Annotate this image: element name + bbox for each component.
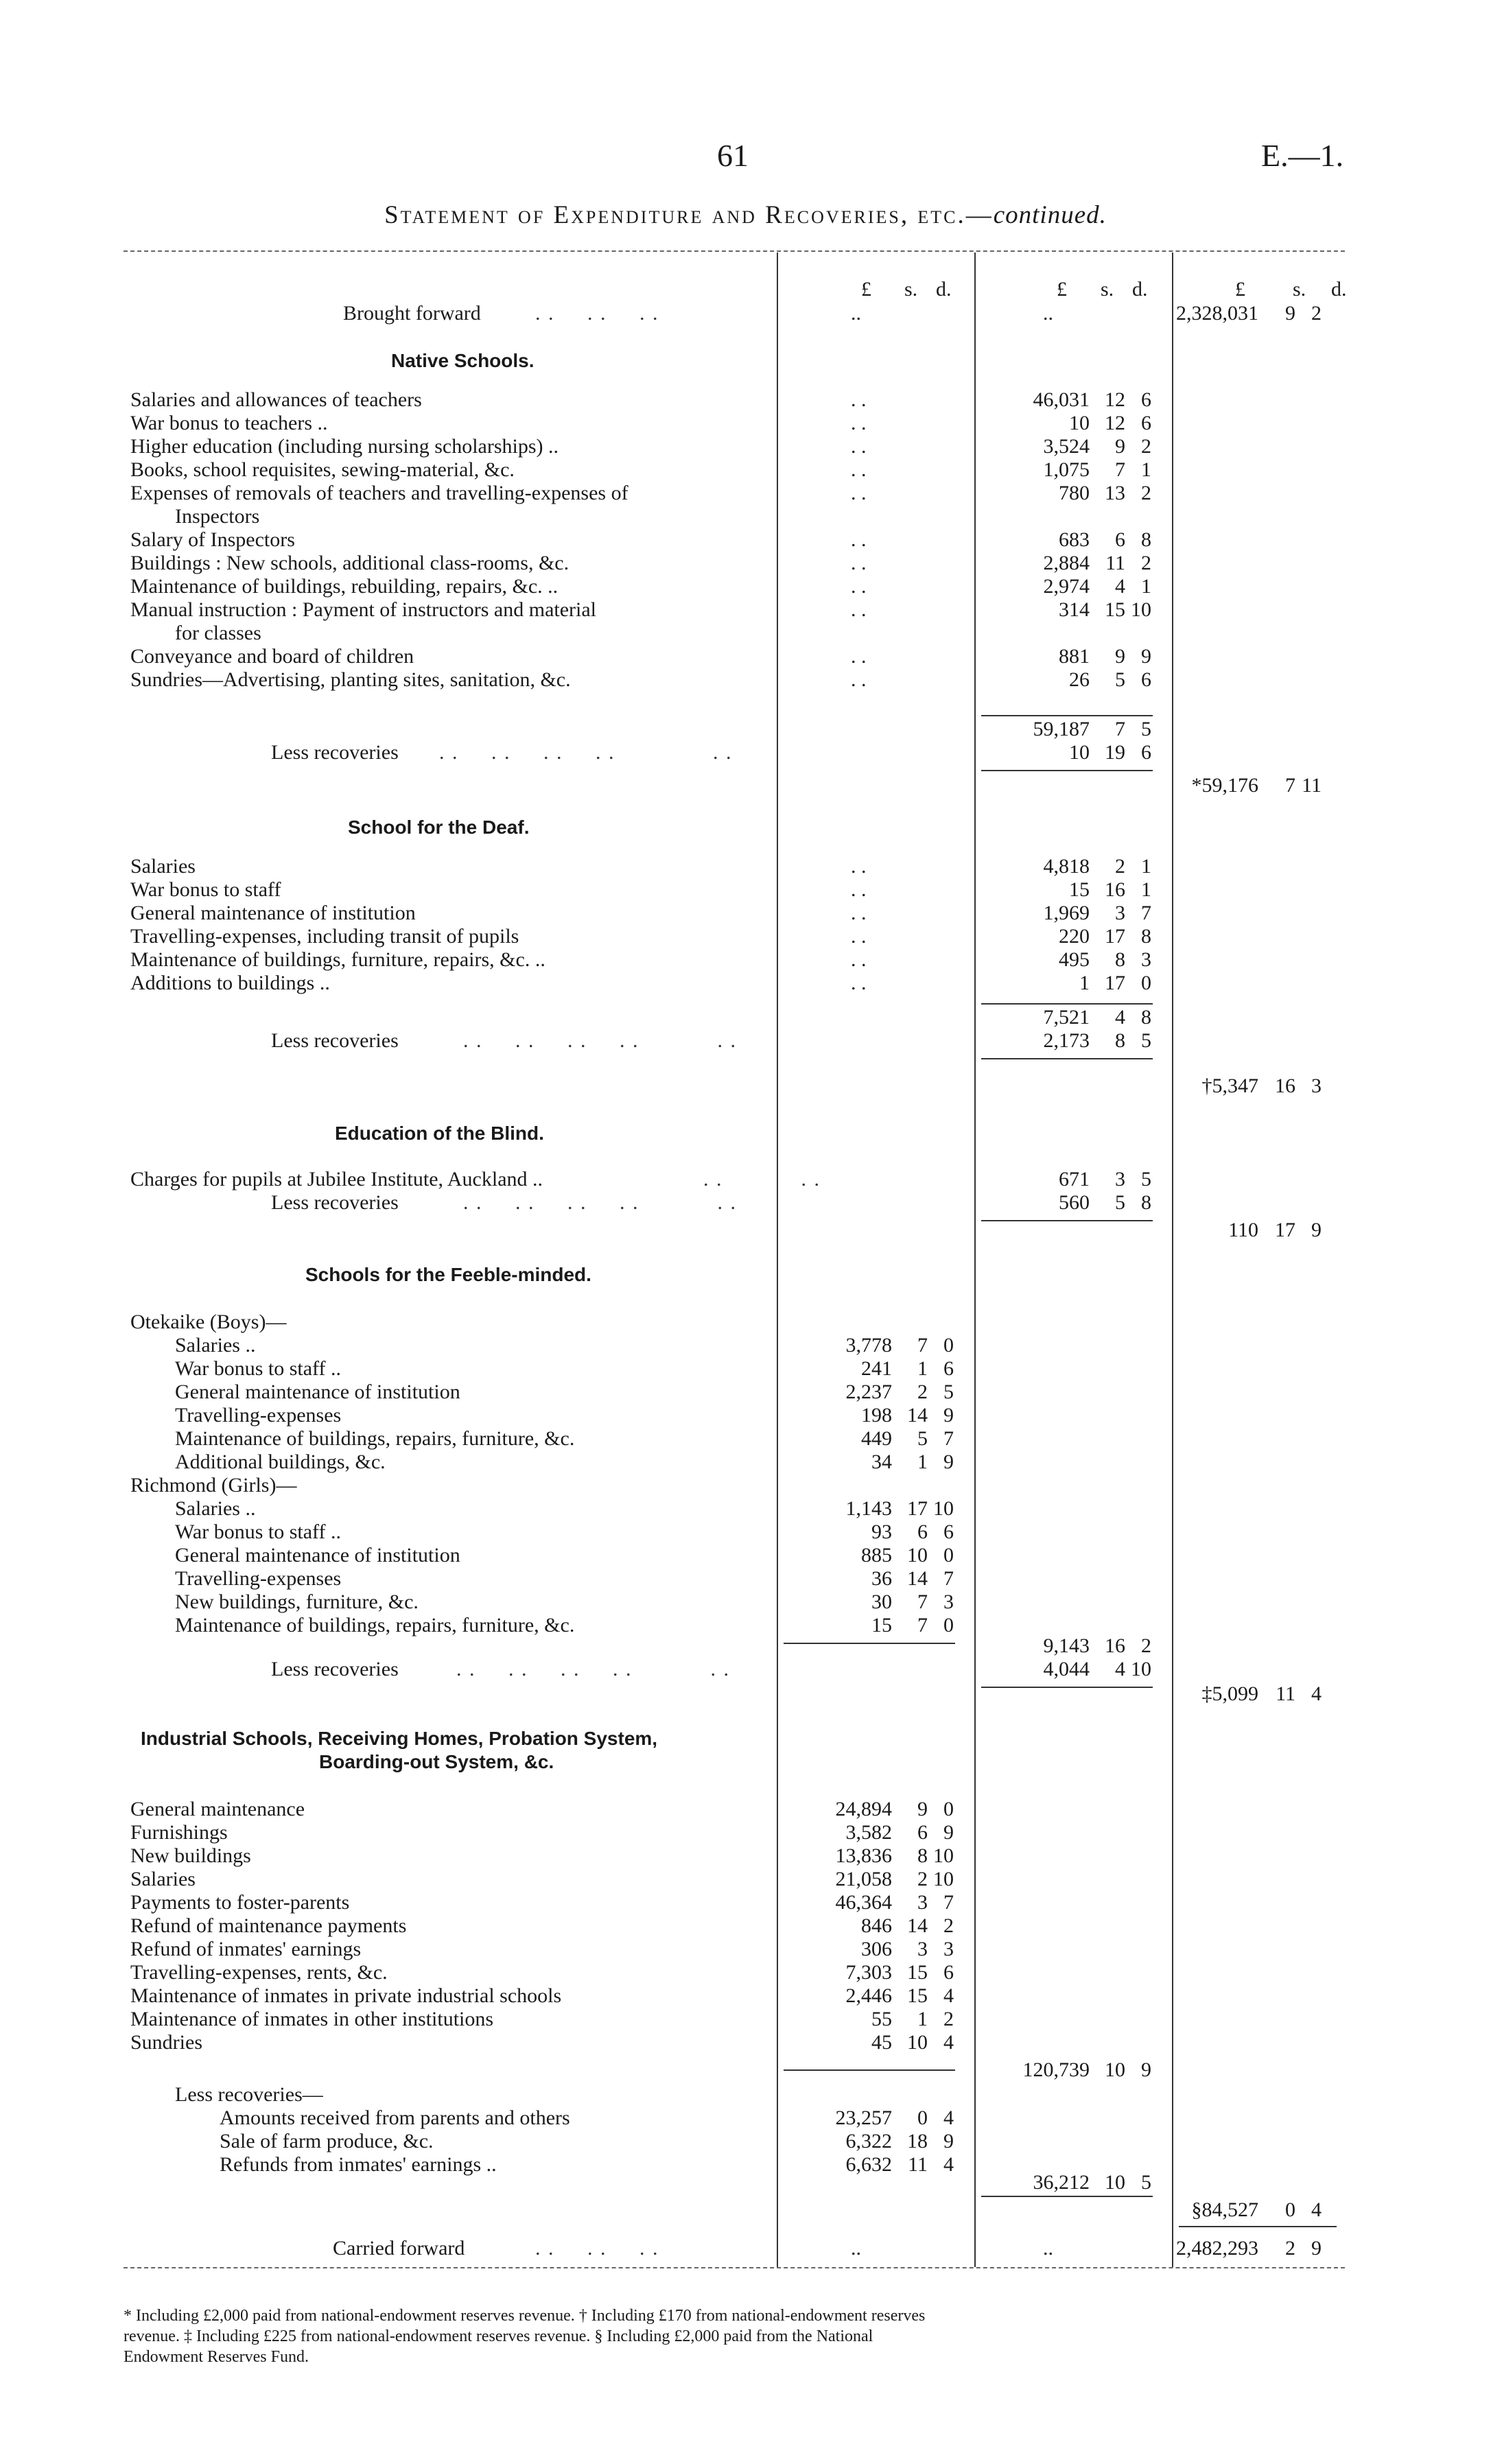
line-item: Manual instruction : Payment of instructors and material . . 314 15 10	[130, 598, 1151, 621]
line-item: Travelling-expenses, including transit of pupils . . 220 17 8	[130, 925, 1151, 948]
section-heading-native: Native Schools.	[391, 350, 535, 371]
subtotal-row: 59,187 7 5	[1033, 718, 1151, 740]
empty-cell: . .	[851, 435, 867, 458]
empty-cell: . .	[851, 855, 867, 878]
empty-cell: . .	[851, 458, 867, 481]
empty-cell: . .	[851, 575, 867, 598]
total-rule	[1179, 2226, 1337, 2227]
line-item: New buildings 13,836 8 10	[130, 1844, 954, 1867]
row-label: Less recoveries	[271, 741, 399, 764]
row-label: New buildings	[130, 1844, 251, 1867]
net-total-row: §84,527 0 4	[1191, 2198, 1322, 2221]
row-label: Salary of Inspectors	[130, 528, 295, 551]
line-item: Sundries—Advertising, planting sites, sanitation, &c. . . 26 5 6	[130, 668, 1151, 691]
empty-cell: ..	[1043, 302, 1053, 325]
pound-header: £	[1057, 278, 1067, 301]
brought-forward-row: Brought forward . . . . . . .. .. 2,328,031 9 2	[343, 302, 1322, 325]
line-item: General maintenance 24,894 9 0	[130, 1798, 954, 1820]
empty-cell: ..	[851, 302, 861, 325]
line-item-continuation	[0, 505, 1491, 528]
row-label: Travelling-expenses, including transit of pupils	[130, 925, 519, 948]
less-recoveries-row: Less recoveries . . . . . . . . . . 560 5 8	[271, 1191, 1151, 1214]
row-label: Less recoveries	[271, 1191, 399, 1214]
less-recoveries-label-row	[0, 2083, 1491, 2107]
row-label: Refund of maintenance payments	[130, 1914, 407, 1937]
row-label: Furnishings	[130, 1821, 228, 1844]
page-title: Statement of Expenditure and Recoveries, etc.—continued.	[384, 201, 1107, 229]
row-label: Maintenance of inmates in private industrial schools	[130, 1984, 562, 2007]
empty-cell: ..	[851, 2237, 861, 2260]
line-item: Salaries .. 1,143 17 10	[175, 1497, 954, 1520]
row-label: Salaries ..	[175, 1334, 256, 1357]
row-label: Salaries ..	[175, 1497, 256, 1520]
row-label: Maintenance of inmates in other institutions	[130, 2008, 494, 2030]
line-item: Maintenance of buildings, rebuilding, repairs, &c. .. . . 2,974 4 1	[130, 575, 1151, 598]
line-item: Salaries 21,058 2 10	[130, 1868, 954, 1890]
line-item: General maintenance of institution 885 10 0	[175, 1544, 954, 1567]
shilling-header: s.	[1101, 278, 1114, 301]
line-item: War bonus to staff . . 15 16 1	[130, 878, 1151, 901]
row-label: Salaries	[130, 855, 196, 878]
line-item: War bonus to staff .. 93 6 6	[175, 1521, 954, 1543]
line-item: Books, school requisites, sewing-material, &c. . . 1,075 7 1	[130, 458, 1151, 481]
group-label: Richmond (Girls)—	[130, 1474, 297, 1497]
empty-cell: . .	[851, 925, 867, 948]
row-label: Sundries	[130, 2031, 202, 2054]
group-label-row	[0, 1474, 1491, 1497]
footnote-line: Endowment Reserves Fund.	[124, 2348, 309, 2366]
net-rule	[981, 770, 1153, 771]
less-recoveries-row: Less recoveries . . . . . . . . . . 2,173 8 5	[271, 1029, 1151, 1052]
row-label: War bonus to staff	[130, 878, 281, 901]
line-item: Maintenance of inmates in private industrial schools 2,446 15 4	[130, 1984, 954, 2007]
empty-cell: . .	[851, 668, 867, 691]
row-label: Books, school requisites, sewing-material, &c.	[130, 458, 515, 481]
line-item: Furnishings 3,582 6 9	[130, 1821, 954, 1844]
line-item: Salaries . . 4,818 2 1	[130, 855, 1151, 878]
subtotal-rule	[981, 715, 1153, 716]
row-label: Conveyance and board of children	[130, 645, 414, 668]
row-label: Manual instruction : Payment of instructors and material	[130, 598, 597, 621]
line-item: Maintenance of buildings, repairs, furniture, &c. 15 7 0	[175, 1614, 954, 1636]
top-rule	[124, 250, 1345, 252]
carried-forward-row: Carried forward . . . . . . .. .. 2,482,293 2 9	[333, 2237, 1322, 2260]
charges-row: Charges for pupils at Jubilee Institute, Auckland .. . . . . 671 3 5	[130, 1168, 1151, 1190]
less-recoveries-row: Less recoveries . . . . . . . . . . 4,044 4 10	[271, 1658, 1151, 1680]
section-heading-blind: Education of the Blind.	[335, 1123, 544, 1144]
row-label: War bonus to teachers ..	[130, 412, 328, 434]
empty-cell: . .	[851, 528, 867, 551]
line-item: Travelling-expenses 36 14 7	[175, 1567, 954, 1590]
net-total-row: ‡5,099 11 4	[1201, 1682, 1322, 1705]
row-label: War bonus to staff ..	[175, 1357, 341, 1380]
line-item: Travelling-expenses 198 14 9	[175, 1404, 954, 1427]
subtotal-rule	[981, 1003, 1153, 1005]
empty-cell: . .	[851, 598, 867, 621]
row-label: Additional buildings, &c.	[175, 1451, 386, 1473]
less-recoveries-row: Less recoveries . . . . . . . . . . 10 19 6	[271, 741, 1151, 764]
bottom-rule	[124, 2267, 1345, 2268]
row-label: Maintenance of buildings, repairs, furniture, &c.	[175, 1614, 575, 1636]
line-item: Maintenance of inmates in other institutions 55 1 2	[130, 2008, 954, 2030]
line-item-continuation	[0, 622, 1491, 645]
row-label: General maintenance of institution	[130, 902, 416, 924]
line-item: New buildings, furniture, &c. 30 7 3	[175, 1591, 954, 1613]
group-label-row	[0, 1311, 1491, 1334]
row-label: Refund of inmates' earnings	[130, 1938, 362, 1960]
pence-header: d.	[936, 278, 952, 301]
line-item: Maintenance of buildings, repairs, furniture, &c. 449 5 7	[175, 1427, 954, 1450]
pound-header: £	[1235, 278, 1245, 301]
pence-header: d.	[1132, 278, 1148, 301]
group-label: Otekaike (Boys)—	[130, 1311, 287, 1333]
footnotes	[124, 2305, 1359, 2367]
row-label: Maintenance of buildings, rebuilding, repairs, &c. ..	[130, 575, 559, 598]
row-label: Sundries—Advertising, planting sites, sanitation, &c.	[130, 668, 571, 691]
line-item: Higher education (including nursing scholarships) .. . . 3,524 9 2	[130, 435, 1151, 458]
empty-cell: . .	[851, 948, 867, 971]
line-item: Refund of inmates' earnings 306 3 3	[130, 1938, 954, 1960]
row-label: Amounts received from parents and others	[220, 2107, 570, 2129]
row-label: Travelling-expenses, rents, &c.	[130, 1961, 388, 1984]
pence-header: d.	[1331, 278, 1347, 301]
net-total-row: †5,347 16 3	[1201, 1075, 1322, 1097]
empty-cell: . .	[851, 482, 867, 504]
pound-header: £	[861, 278, 871, 301]
shilling-header: s.	[1293, 278, 1306, 301]
empty-cell: ..	[1043, 2237, 1053, 2260]
line-item: Sundries 45 10 4	[130, 2031, 954, 2054]
row-label: Refunds from inmates' earnings ..	[220, 2153, 497, 2176]
row-label: War bonus to staff ..	[175, 1521, 341, 1543]
empty-cell: . .	[851, 972, 867, 994]
section-heading-deaf: School for the Deaf.	[348, 817, 530, 838]
row-label: Payments to foster-parents	[130, 1891, 350, 1914]
line-item: Sale of farm produce, &c. 6,322 18 9	[220, 2130, 954, 2152]
row-label: General maintenance	[130, 1798, 305, 1820]
row-label: Travelling-expenses	[175, 1404, 342, 1427]
row-label-continuation: for classes	[175, 622, 261, 644]
shilling-header: s.	[904, 278, 918, 301]
line-item: Conveyance and board of children . . 881 9 9	[130, 645, 1151, 668]
empty-cell: . .	[851, 645, 867, 668]
line-item: Additions to buildings .. . . 1 17 0	[130, 972, 1151, 994]
row-label: Less recoveries	[271, 1029, 399, 1052]
row-label: New buildings, furniture, &c.	[175, 1591, 419, 1613]
row-label: Travelling-expenses	[175, 1567, 342, 1590]
line-item: Expenses of removals of teachers and travelling-expenses of . . 780 13 2	[130, 482, 1151, 504]
line-item: Travelling-expenses, rents, &c. 7,303 15 6	[130, 1961, 954, 1984]
line-item: Payments to foster-parents 46,364 3 7	[130, 1891, 954, 1914]
row-label: General maintenance of institution	[175, 1381, 460, 1403]
empty-cell: . .	[851, 412, 867, 434]
footnote-line: revenue. ‡ Including £225 from national-endowment reserves revenue. § Including £2,000 paid from the National	[124, 2327, 873, 2345]
page-number: 61	[717, 138, 749, 173]
line-item: Additional buildings, &c. 34 1 9	[175, 1451, 954, 1473]
line-item: Salaries .. 3,778 7 0	[175, 1334, 954, 1357]
net-rule	[981, 1058, 1153, 1059]
row-label-continuation: Inspectors	[175, 505, 260, 528]
line-item: Buildings : New schools, additional class-rooms, &c. . . 2,884 11 2	[130, 552, 1151, 574]
net-rule	[981, 2196, 1153, 2197]
empty-cell: . .	[851, 388, 867, 411]
row-label: Maintenance of buildings, furniture, repairs, &c. ..	[130, 948, 545, 971]
subtotal-row: 7,521 4 8	[1043, 1006, 1151, 1029]
line-item: Refunds from inmates' earnings .. 6,632 11 4	[220, 2153, 954, 2176]
row-label: Higher education (including nursing scholarships) ..	[130, 435, 559, 458]
row-label: Additions to buildings ..	[130, 972, 330, 994]
row-label: Salaries and allowances of teachers	[130, 388, 422, 411]
net-total-row: 110 17 9	[1228, 1219, 1322, 1241]
empty-cell: . .	[851, 878, 867, 901]
row-label: General maintenance of institution	[175, 1544, 460, 1567]
row-label: Buildings : New schools, additional class-rooms, &c.	[130, 552, 570, 574]
empty-cell: . .	[851, 552, 867, 574]
line-item: War bonus to teachers .. . . 10 12 6	[130, 412, 1151, 434]
row-label: Less recoveries—	[175, 2083, 323, 2106]
row-label: Expenses of removals of teachers and travelling-expenses of	[130, 482, 629, 504]
gross-row: 120,739 10 9	[1022, 2058, 1151, 2081]
row-label: Sale of farm produce, &c.	[220, 2130, 434, 2152]
line-item: Salaries and allowances of teachers . . 46,031 12 6	[130, 388, 1151, 411]
document-reference: E.—1.	[1261, 138, 1344, 173]
section-heading-industrial-cont: Boarding-out System, &c.	[319, 1751, 554, 1772]
line-item: War bonus to staff .. 241 1 6	[175, 1357, 954, 1380]
subtotal-row: 9,143 16 2	[1043, 1634, 1151, 1657]
footnote-line: * Including £2,000 paid from national-endowment reserves revenue. † Including £170 from national-endowment reserves	[124, 2307, 926, 2325]
line-item: Amounts received from parents and others 23,257 0 4	[220, 2107, 954, 2129]
row-label: Maintenance of buildings, repairs, furniture, &c.	[175, 1427, 575, 1450]
empty-cell: . .	[851, 902, 867, 924]
section-heading-feeble-minded: Schools for the Feeble-minded.	[305, 1264, 591, 1285]
less-total-row: 36,212 10 5	[1033, 2171, 1151, 2194]
row-label: Salaries	[130, 1868, 196, 1890]
line-item: Maintenance of buildings, furniture, repairs, &c. .. . . 495 8 3	[130, 948, 1151, 971]
row-label: Brought forward	[343, 302, 481, 325]
row-label: Charges for pupils at Jubilee Institute, Auckland ..	[130, 1168, 543, 1190]
line-item: General maintenance of institution 2,237 2 5	[175, 1381, 954, 1403]
line-item: Salary of Inspectors . . 683 6 8	[130, 528, 1151, 551]
net-total-row: *59,176 7 11	[1191, 774, 1322, 797]
line-item: Refund of maintenance payments 846 14 2	[130, 1914, 954, 1937]
row-label: Less recoveries	[271, 1658, 399, 1680]
row-label: Carried forward	[333, 2237, 465, 2260]
section-heading-industrial: Industrial Schools, Receiving Homes, Probation System,	[141, 1728, 658, 1749]
line-item: General maintenance of institution . . 1,969 3 7	[130, 902, 1151, 924]
